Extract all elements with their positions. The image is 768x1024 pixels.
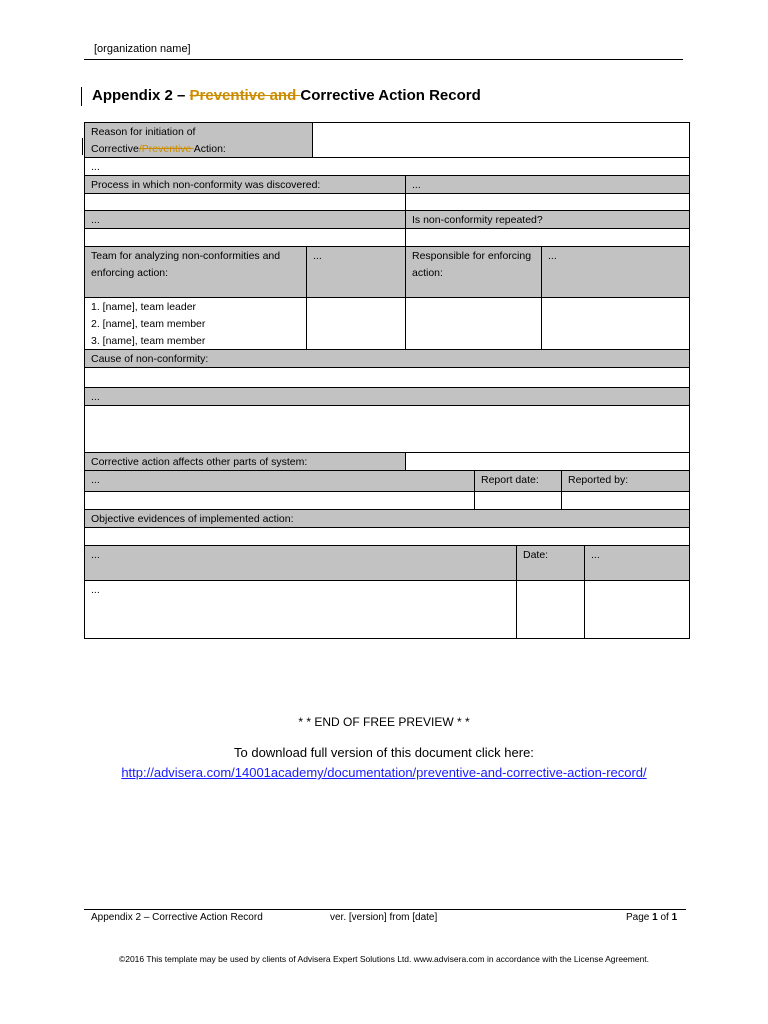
page-title: [92, 87, 481, 104]
ellipsis-text: ...: [91, 474, 100, 486]
page-prefix: Page: [626, 912, 653, 923]
team-label: Team for analyzing non-conformities and enforcing action:: [91, 250, 281, 279]
text-cursor-mark: [82, 138, 83, 155]
reported-by-value-cell[interactable]: [561, 491, 690, 510]
date-detail-cell[interactable]: [584, 580, 690, 639]
ellipsis-text: ...: [313, 250, 322, 262]
team-member-1: 1. [name], team leader: [91, 301, 197, 313]
evidence-detail-cell[interactable]: [84, 545, 517, 581]
reason-value-cell[interactable]: [312, 122, 690, 158]
evidence-label: Objective evidences of implemented action:: [91, 513, 294, 525]
footer-version: ver. [version] from [date]: [330, 912, 438, 923]
reason-strikethrough: /Preventive: [138, 143, 194, 155]
date-label: Date:: [523, 549, 549, 561]
process-label: Process in which non-conformity was discovered:: [91, 179, 321, 191]
cause-detail-label-cell[interactable]: [84, 387, 690, 406]
team-members-cell[interactable]: [84, 297, 307, 350]
action-value-cell[interactable]: [84, 491, 475, 510]
ellipsis-text: ...: [591, 549, 600, 561]
evidence-value-cell[interactable]: [84, 527, 690, 546]
responsible-detail-cell[interactable]: [541, 297, 690, 350]
action-detail-cell[interactable]: [84, 470, 475, 492]
ellipsis-text: ...: [548, 250, 557, 262]
reported-by-label-cell: [561, 470, 690, 492]
reason-label-line2: [91, 141, 306, 158]
ellipsis-text: ...: [91, 391, 100, 403]
affects-label-cell: [84, 452, 406, 471]
ellipsis-text: ...: [91, 584, 100, 596]
evidence-label-cell: [84, 509, 690, 528]
team-member-2: 2. [name], team member: [91, 318, 206, 330]
reason-label-cell: [84, 122, 313, 158]
responsible-label: Responsible for enforcing action:: [412, 250, 532, 279]
page-of: of: [657, 912, 672, 923]
reason-action: Action:: [193, 143, 226, 155]
repeated-value-cell[interactable]: [405, 228, 690, 247]
download-instruction: To download full version of this document click here:: [234, 745, 534, 760]
reported-by-label: Reported by:: [568, 474, 629, 486]
nonconformity-value-cell[interactable]: [84, 228, 406, 247]
affects-value-cell[interactable]: [405, 452, 690, 471]
ellipsis-text: ...: [91, 549, 100, 561]
cause-label-cell: [84, 349, 690, 368]
date-extra-cell[interactable]: [516, 580, 585, 639]
cause-detail-value-cell[interactable]: [84, 405, 690, 453]
ellipsis-text: ...: [91, 161, 100, 173]
reason-detail-cell[interactable]: [84, 157, 690, 176]
reason-corrective: Corrective: [91, 143, 139, 155]
responsible-label-cell: [405, 246, 542, 298]
page-current: 1: [652, 912, 658, 923]
title-prefix: Appendix 2 –: [92, 87, 190, 104]
team-label-cell: [84, 246, 307, 298]
footer-page-number: [626, 912, 677, 923]
nonconformity-detail-cell[interactable]: [84, 210, 406, 229]
ellipsis-text: ...: [91, 214, 100, 226]
team-extra-cell[interactable]: [306, 297, 406, 350]
evidence-text-cell[interactable]: [84, 580, 517, 639]
footer-rule: [84, 909, 686, 910]
report-date-label-cell: [474, 470, 562, 492]
footer-document-name: Appendix 2 – Corrective Action Record: [91, 912, 263, 923]
repeated-label: Is non-conformity repeated?: [412, 214, 543, 226]
title-rest: Corrective Action Record: [300, 87, 481, 104]
organization-name: [organization name]: [94, 43, 191, 55]
copyright-notice: ©2016 This template may be used by clients of Advisera Expert Solutions Ltd. www.advisera.com in accordance with the License Agreement.: [118, 954, 650, 964]
page-total: 1: [671, 912, 678, 923]
responsible-extra-cell[interactable]: [405, 297, 542, 350]
process-value-cell[interactable]: [405, 175, 690, 194]
date-value-cell[interactable]: [584, 545, 690, 581]
process-label-cell: [84, 175, 406, 194]
process-detail-cell-left[interactable]: [84, 193, 406, 211]
affects-label: Corrective action affects other parts of system:: [91, 456, 308, 468]
report-date-value-cell[interactable]: [474, 491, 562, 510]
download-link[interactable]: http://advisera.com/14001academy/documentation/preventive-and-corrective-action-record/: [121, 765, 647, 780]
ellipsis-text: ...: [412, 179, 421, 191]
team-member-3: 3. [name], team member: [91, 335, 206, 347]
cause-label: Cause of non-conformity:: [91, 353, 209, 365]
header-rule: [84, 59, 683, 60]
team-value-cell[interactable]: [306, 246, 406, 298]
cause-value-cell[interactable]: [84, 367, 690, 388]
process-detail-cell-right[interactable]: [405, 193, 690, 211]
end-of-preview-text: * * END OF FREE PREVIEW * *: [298, 715, 470, 729]
repeated-label-cell: [405, 210, 690, 229]
title-strikethrough: Preventive and: [189, 87, 301, 104]
text-cursor-bar: [81, 87, 82, 106]
reason-label-line1: Reason for initiation of: [91, 126, 196, 138]
responsible-value-cell[interactable]: [541, 246, 690, 298]
date-label-cell: [516, 545, 585, 581]
report-date-label: Report date:: [481, 474, 539, 486]
